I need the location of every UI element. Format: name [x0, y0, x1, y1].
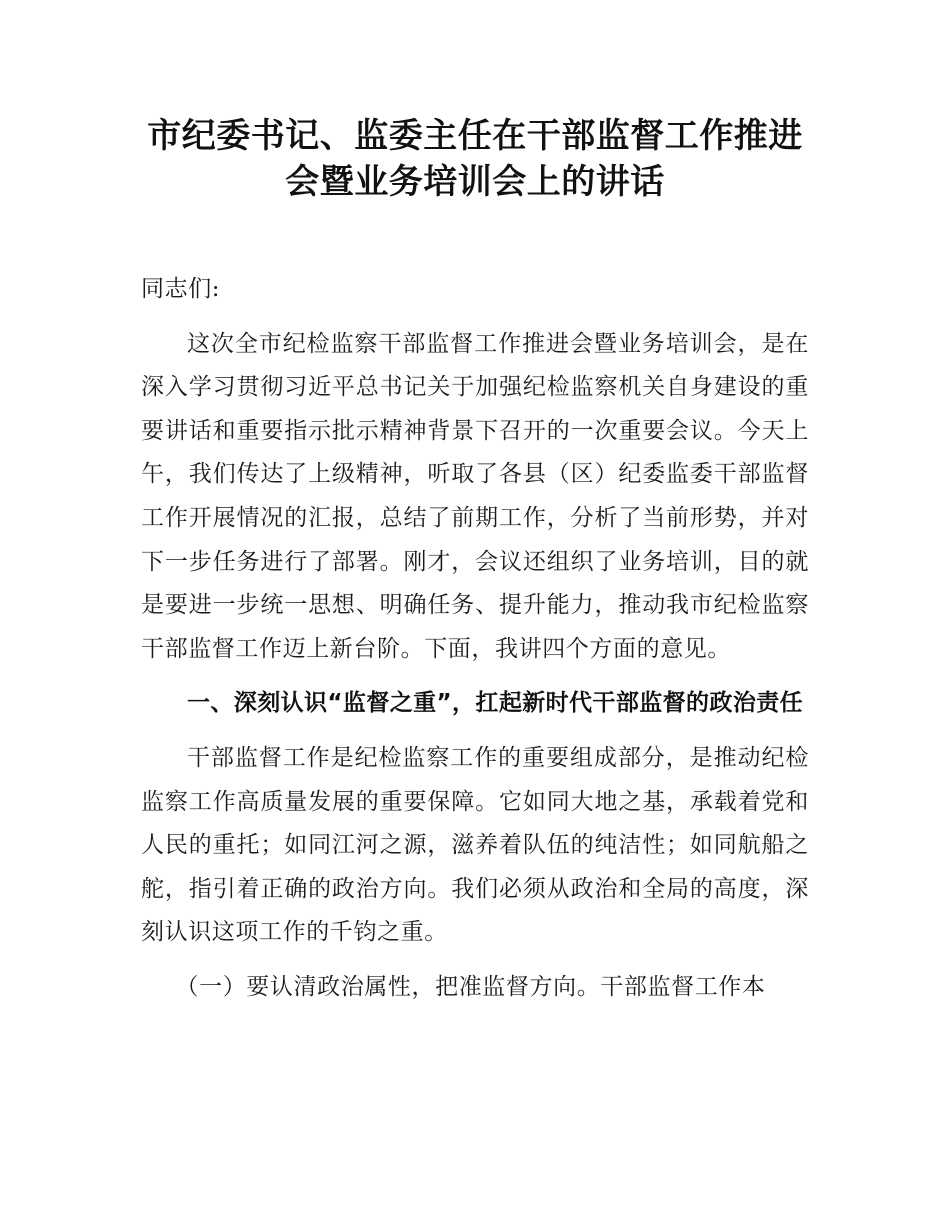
paragraph-section-1: 干部监督工作是纪检监察工作的重要组成部分，是推动纪检监察工作高质量发展的重要保障。它如同大地之基，承载着党和人民的重托；如同江河之源，滋养着队伍的纯洁性；如同航船之舵，指引着正确的政治方向。我们必须从政治和全局的高度，深刻认识这项工作的千钧之重。	[141, 744, 809, 946]
title-line-1: 市纪委书记、监委主任在干部监督工作推进	[147, 116, 803, 156]
title-line-2: 会暨业务培训会上的讲话	[285, 162, 665, 202]
document-body	[141, 268, 809, 1021]
paragraph-intro: 这次全市纪检监察干部监督工作推进会暨业务培训会，是在深入学习贯彻习近平总书记关于加强纪检监察机关自身建设的重要讲话和重要指示批示精神背景下召开的一次重要会议。今天上午，我们传达了上级精神，听取了各县（区）纪委监委干部监督工作开展情况的汇报，总结了前期工作，分析了当前形势，并对下一步任务进行了部署。刚才，会议还组织了业务培训，目的就是要进一步统一思想、明确任务、提升能力，推动我市纪检监察干部监督工作迈上新台阶。下面，我讲四个方面的意见。	[141, 330, 809, 662]
greeting: 同志们:	[141, 276, 221, 302]
subsection-heading-1: （一）要认清政治属性，把准监督方向。干部监督工作本	[175, 973, 766, 1000]
document-title	[120, 113, 830, 205]
section-heading-1: 一、深刻认识“监督之重”，扛起新时代干部监督的政治责任	[187, 690, 804, 717]
